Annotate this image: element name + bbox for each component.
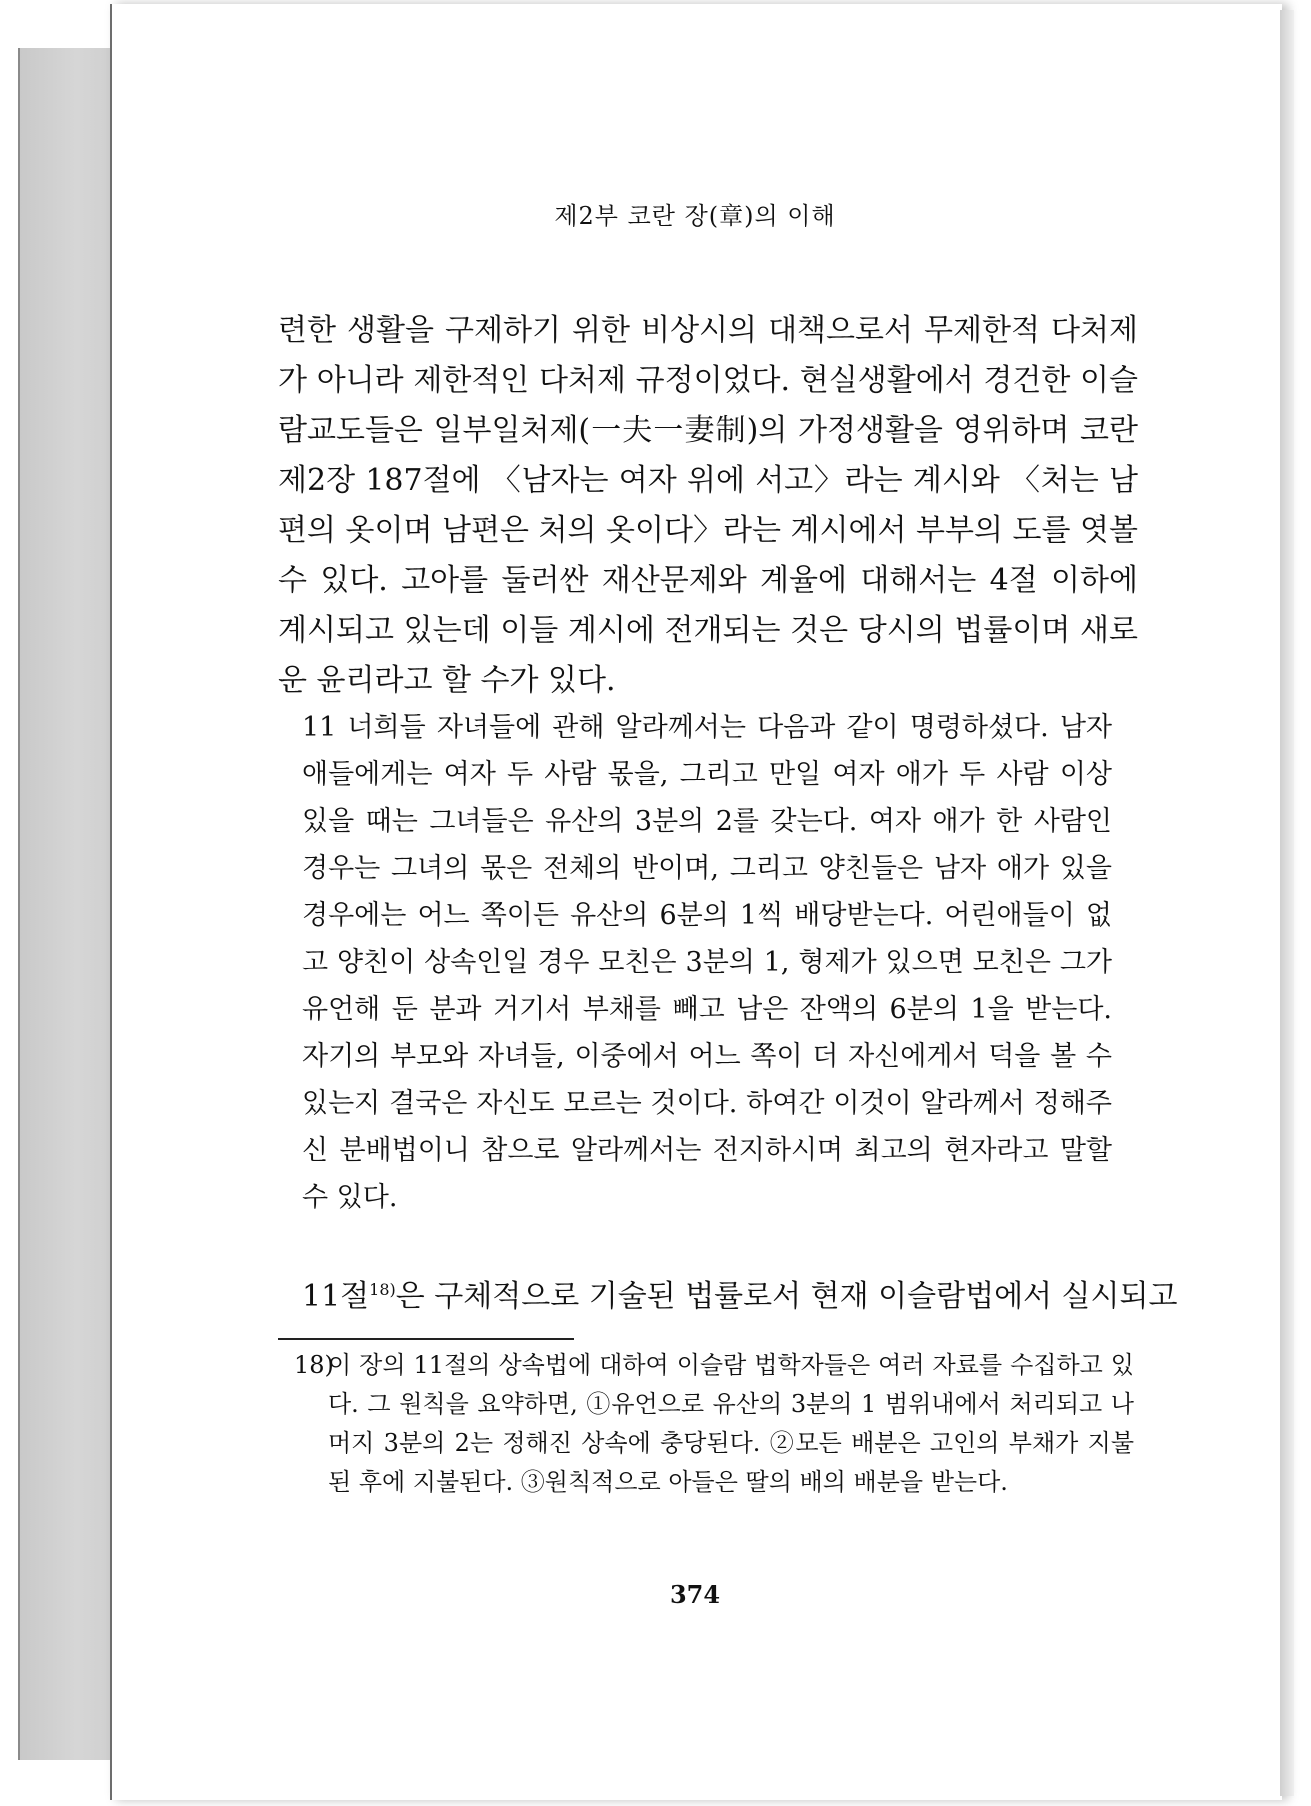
footnote-divider: [278, 1338, 574, 1340]
page-edge-shadow: [1280, 10, 1294, 1796]
footnote-text: 이 장의 11절의 상속법에 대하여 이슬람 법학자들은 여러 자료를 수집하고 있다. 그 원칙을 요약하면, ①유언으로 유산의 3분의 1 범위내에서 처리되고 나머지 3분의 2는 정해진 상속에 충당된다. ②모든 배분은 고인의 부채가 지불된 후에 지불된다. ③원칙적으로 아들은 딸의 배의 배분을 받는다.: [328, 1351, 1134, 1496]
page-number: 374: [669, 1580, 721, 1609]
continuing-paragraph: [302, 1274, 1178, 1320]
verse-number-text: 11절: [302, 1279, 370, 1314]
body-paragraph: 련한 생활을 구제하기 위한 비상시의 대책으로서 무제한적 다처제가 아니라 제한적인 다처제 규정이었다. 현실생활에서 경건한 이슬람교도들은 일부일처제(一夫一妻制)의 가정생활을 영위하며 코란 제2장 187절에 〈남자는 여자 위에 서고〉라는 계시와 〈처는 남편의 옷이며 남편은 처의 옷이다〉라는 계시에서 부부의 도를 엿볼 수 있다. 고아를 둘러싼 재산문제와 계율에 대해서는 4절 이하에 계시되고 있는데 이들 계시에 전개되는 것은 당시의 법률이며 새로운 윤리라고 할 수가 있다.: [278, 313, 1138, 698]
quran-verse-block: 11 너희들 자녀들에 관해 알라께서는 다음과 같이 명령하셨다. 남자 애들에게는 여자 두 사람 몫을, 그리고 만일 여자 애가 두 사람 이상 있을 때는 그녀들은 유산의 3분의 2를 갖는다. 여자 애가 한 사람인 경우는 그녀의 몫은 전체의 반이며, 그리고 양친들은 남자 애가 있을 경우에는 어느 쪽이든 유산의 6분의 1씩 배당받는다. 어린애들이 없고 양친이 상속인일 경우 모친은 3분의 1, 형제가 있으면 모친은 그가 유언해 둔 분과 거기서 부채를 빼고 남은 잔액의 6분의 1을 받는다. 자기의 부모와 자녀들, 이중에서 어느 쪽이 더 자신에게서 덕을 볼 수 있는지 결국은 자신도 모르는 것이다. 하여간 이것이 알라께서 정해주신 분배법이니 참으로 알라께서는 전지하시며 최고의 현자라고 말할 수 있다.: [302, 712, 1112, 1213]
running-head: 제2부 코란 장(章)의 이해: [554, 202, 836, 230]
footnote-marker: 18): [294, 1351, 334, 1379]
footnote-reference: 18): [369, 1280, 396, 1299]
continuing-paragraph-text: 은 구체적으로 기술된 법률로서 현재 이슬람법에서 실시되고: [395, 1279, 1178, 1314]
book-spine: [18, 48, 114, 1760]
footnote: [294, 1346, 1134, 1502]
